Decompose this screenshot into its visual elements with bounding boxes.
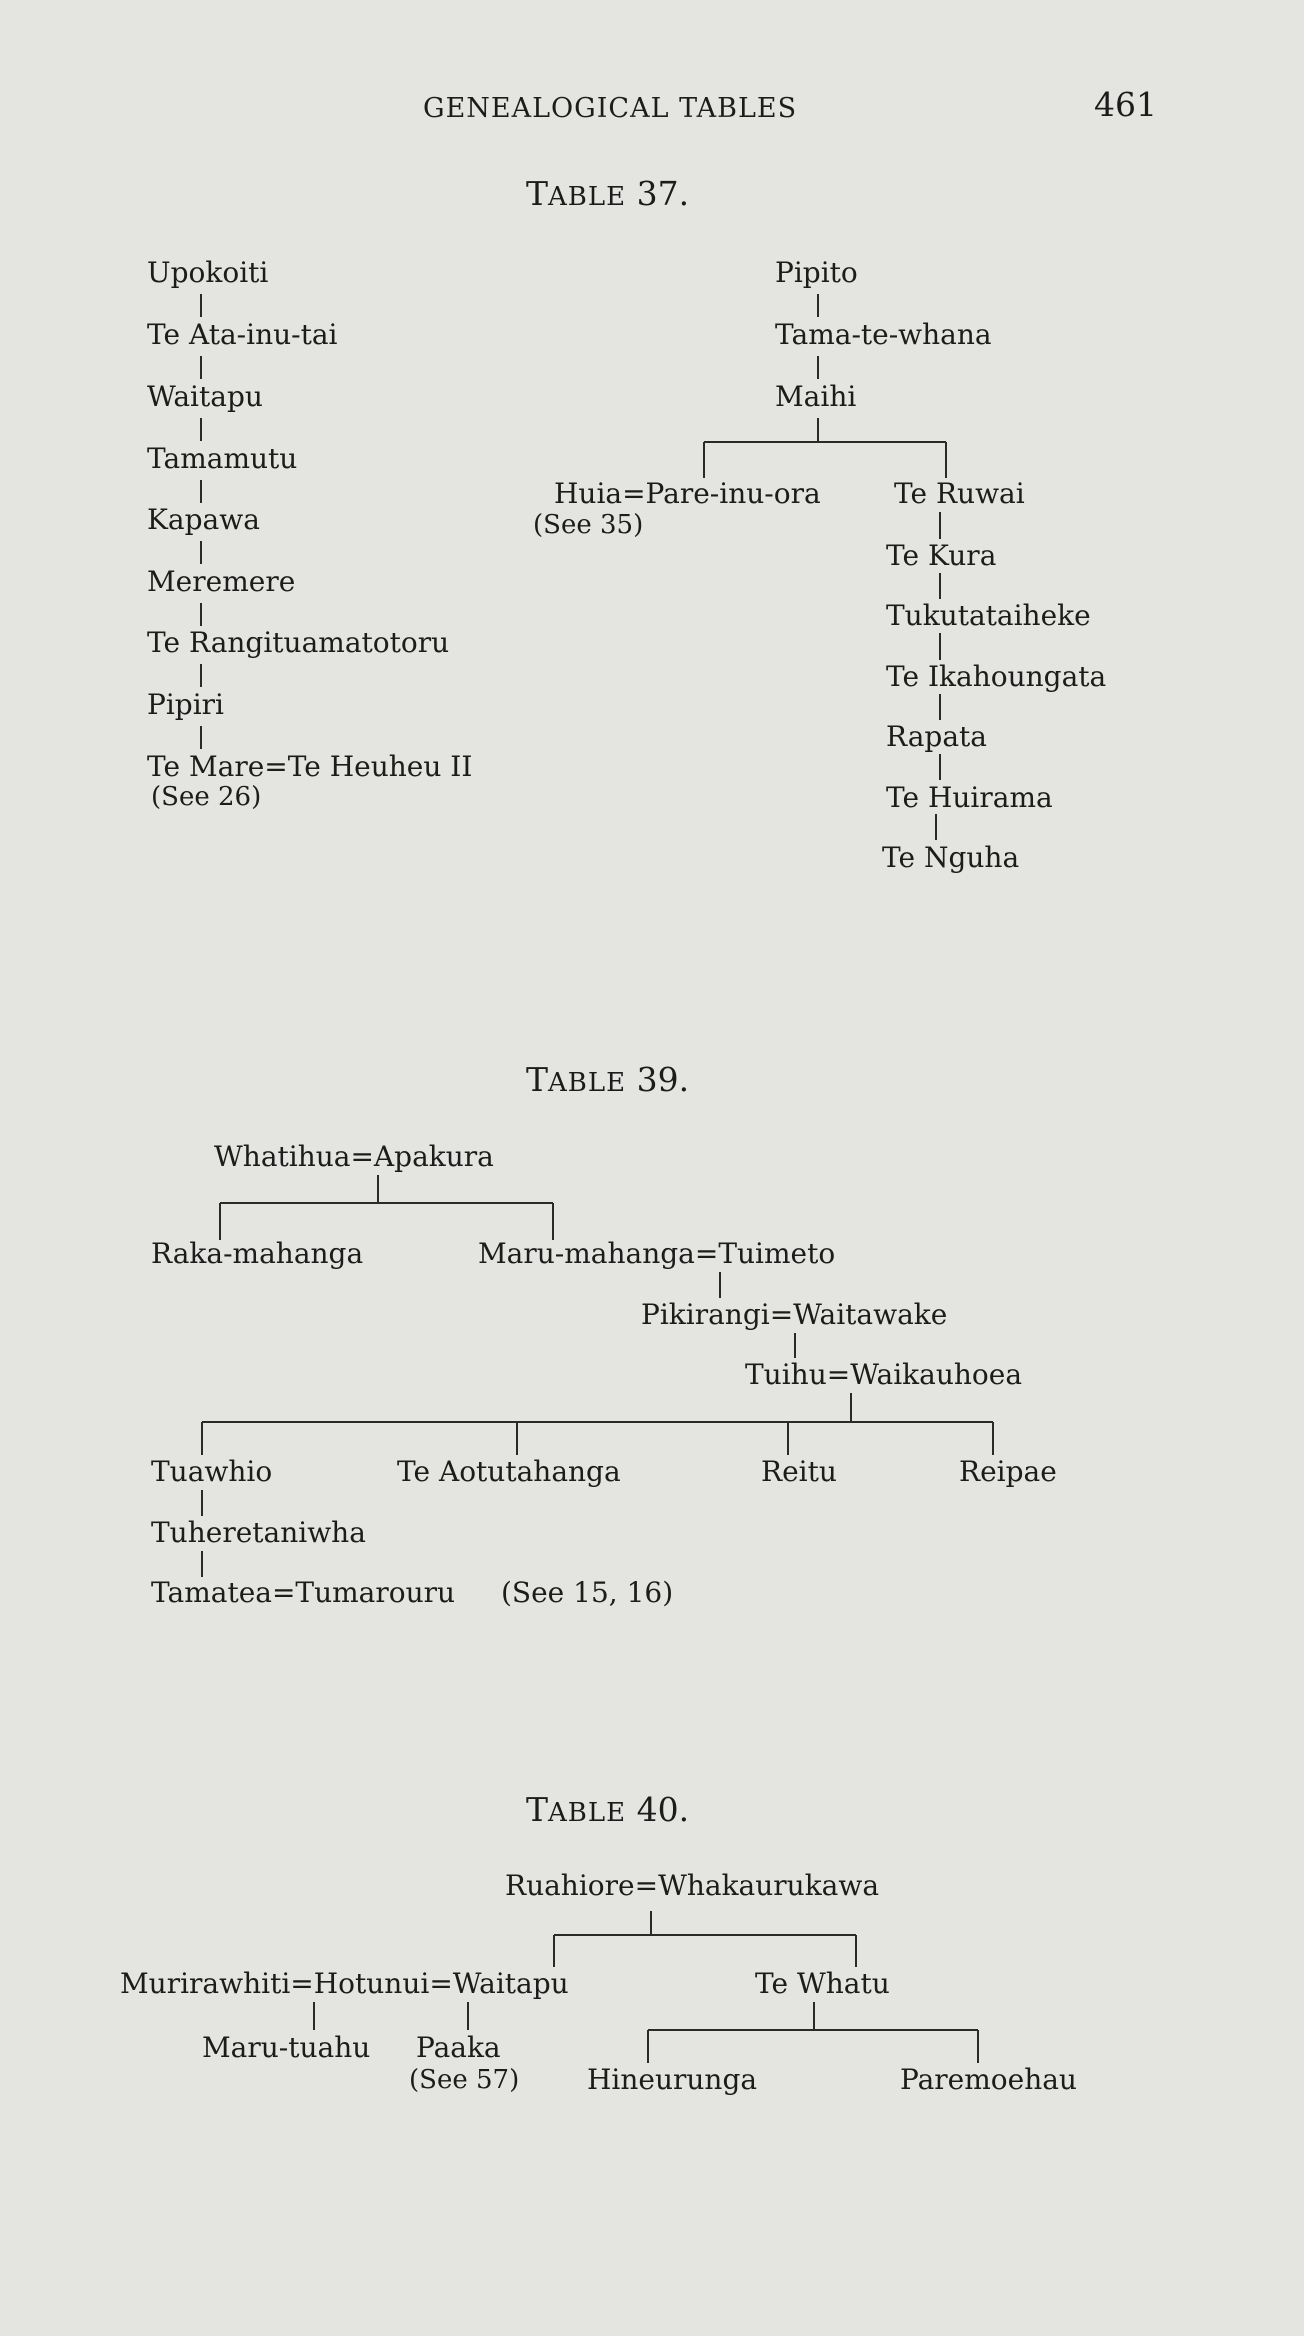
table-37-title: TABLE 37. [526, 174, 690, 213]
person-entry: Pikirangi=Waitawake [641, 1298, 948, 1331]
cross-reference-note: (See 26) [151, 782, 262, 812]
person-entry: Te Nguha [882, 841, 1020, 874]
person-entry: Pipito [775, 256, 858, 289]
person-entry: Paaka [416, 2031, 501, 2064]
person-entry: Paremoehau [900, 2063, 1077, 2096]
person-entry: Te Ata-inu-tai [147, 318, 338, 351]
person-entry: Reipae [959, 1455, 1057, 1488]
person-entry: Maru-mahanga=Tuimeto [478, 1237, 836, 1270]
person-entry: Te Rangituamatotoru [147, 626, 450, 659]
cross-reference-note: (See 57) [409, 2065, 520, 2095]
cross-reference-note: (See 15, 16) [501, 1576, 674, 1609]
person-entry: Maihi [775, 380, 857, 413]
cross-reference-note: (See 35) [533, 510, 644, 540]
person-entry: Waitapu [147, 380, 263, 413]
person-entry: Tuheretaniwha [151, 1516, 366, 1549]
person-entry: Tamatea=Tumarouru [151, 1576, 456, 1609]
person-entry: Te Mare=Te Heuheu II [147, 750, 473, 783]
person-entry: Murirawhiti=Hotunui=Waitapu [120, 1967, 569, 2000]
person-entry: Te Huirama [886, 781, 1053, 814]
person-entry: Kapawa [147, 503, 260, 536]
table-39-title: TABLE 39. [526, 1060, 690, 1099]
person-entry: Maru-tuahu [202, 2031, 371, 2064]
person-entry: Pipiri [147, 688, 225, 721]
person-entry: Upokoiti [147, 256, 269, 289]
person-entry: Raka-mahanga [151, 1237, 364, 1270]
person-entry: Te Ikahoungata [886, 660, 1107, 693]
person-entry: Tuawhio [151, 1455, 273, 1488]
person-entry: Te Ruwai [894, 477, 1025, 510]
person-entry: Ruahiore=Whakaurukawa [505, 1869, 880, 1902]
person-entry: Meremere [147, 565, 296, 598]
table-40-title: TABLE 40. [526, 1790, 690, 1829]
person-entry: Hineurunga [587, 2063, 758, 2096]
person-entry: Huia=Pare-inu-ora [554, 477, 821, 510]
person-entry: Te Whatu [755, 1967, 890, 2000]
person-entry: Tukutataiheke [886, 599, 1091, 632]
person-entry: Whatihua=Apakura [214, 1140, 494, 1173]
person-entry: Reitu [761, 1455, 837, 1488]
person-entry: Rapata [886, 720, 987, 753]
person-entry: Te Aotutahanga [397, 1455, 621, 1488]
person-entry: Tamamutu [147, 442, 298, 475]
page-number: 461 [1094, 85, 1157, 124]
person-entry: Tama-te-whana [775, 318, 992, 351]
person-entry: Te Kura [886, 539, 997, 572]
person-entry: Tuihu=Waikauhoea [745, 1358, 1023, 1391]
running-header: GENEALOGICAL TABLES [423, 93, 798, 124]
